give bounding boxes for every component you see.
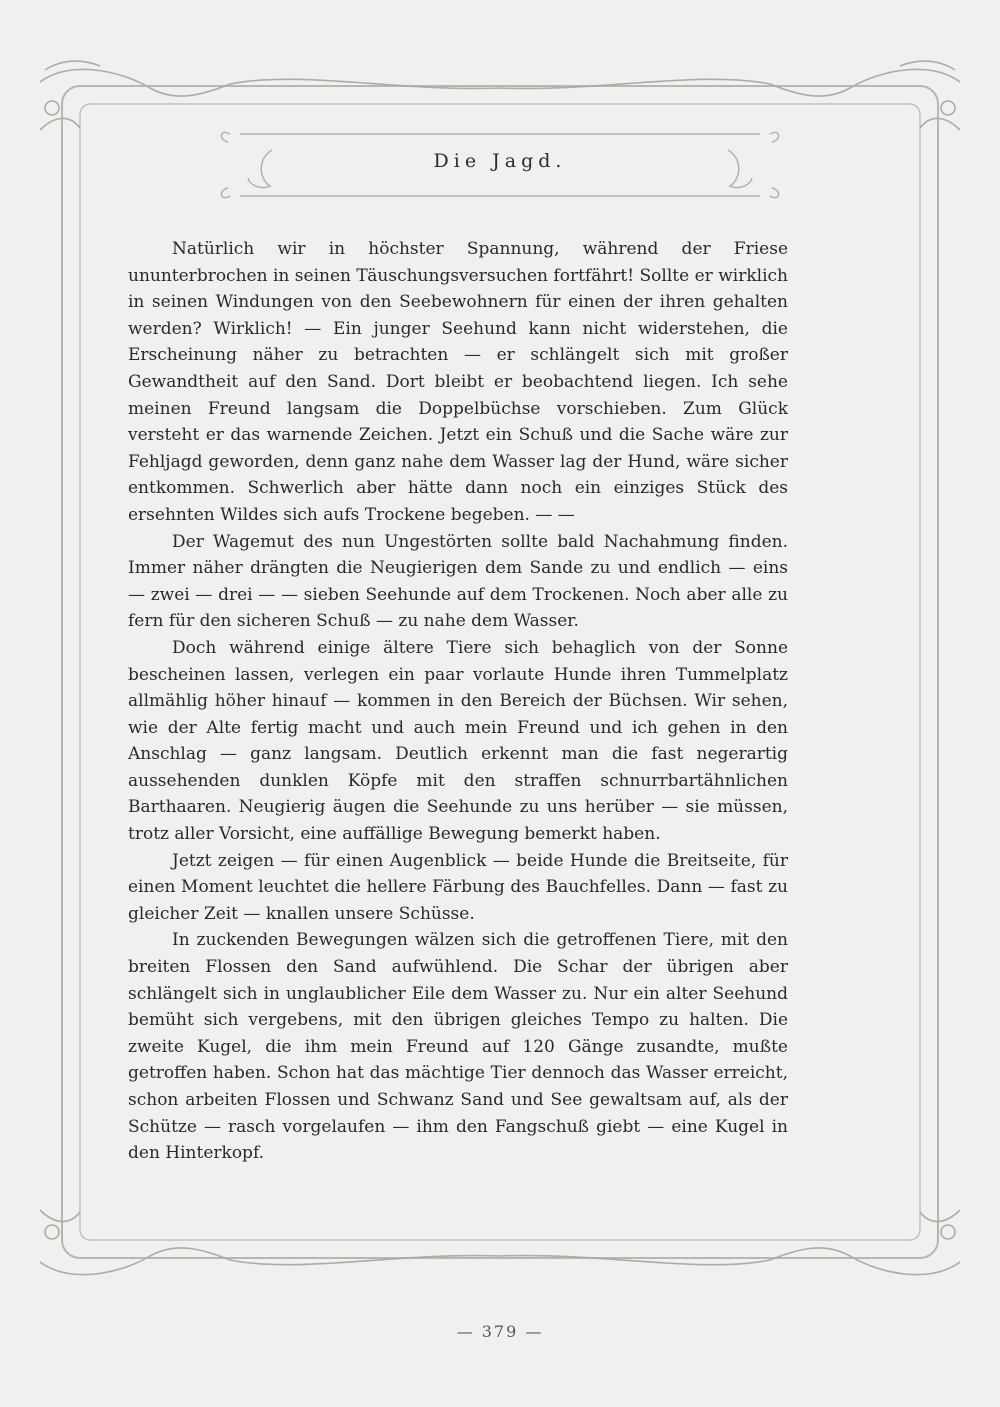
paragraph: Natürlich wir in höchster Spannung, während der Friese ununterbrochen in seinen Täuschungsversuchen fortfährt! Sollte er wirklich in seinen Windungen von den Seebewohnern für einen der ihren gehalten werden? Wirklich! — Ein junger Seehund kann nicht widerstehen, die Erscheinung näher zu betrachten — er schlängelt sich mit großer Gewandtheit auf den Sand. Dort bleibt er beobachtend liegen. Ich sehe meinen Freund langsam die Doppelbüchse vorschieben. Zum Glück versteht er das warnende Zeichen. Jetzt ein Schuß und die Sache wäre zur Fehljagd geworden, denn ganz nahe dem Wasser lag der Hund, wäre sicher entkommen. Schwerlich aber hätte dann noch ein einziges Stück des ersehnten Wildes sich aufs Trockene begeben. — — (128, 239, 788, 525)
body-text (128, 236, 788, 1167)
paragraph: Jetzt zeigen — für einen Augenblick — beide Hunde die Breitseite, für einen Moment leuchtet die hellere Färbung des Bauchfelles. Dann — fast zu gleicher Zeit — knallen unsere Schüsse. (128, 850, 788, 924)
bottom-ornament (40, 1210, 960, 1275)
paragraph: Doch während einige ältere Tiere sich behaglich von der Sonne bescheinen lassen, verlegen ein paar vorlaute Hunde ihren Tummelplatz allmählig höher hinauf — kommen in den Bereich der Büchsen. Wir sehen, wie der Alte fertig macht und auch mein Freund und ich gehen in den Anschlag — ganz langsam. Deutlich erkennt man die fast negerartig aussehenden dunklen Köpfe mit den straffen schnurrbartähnlichen Barthaaren. Neugierig äugen die Seehunde zu uns herüber — sie müssen, trotz aller Vorsicht, eine auffällige Bewegung bemerkt haben. (128, 637, 788, 845)
page-number: — 379 — (456, 1322, 544, 1341)
paragraph: Der Wagemut des nun Ungestörten sollte bald Nachahmung finden. Immer näher drängten die Neugierigen dem Sande zu und endlich — eins — zwei — drei — — sieben Seehunde auf dem Trockenen. Noch aber alle zu fern für den sicheren Schuß — zu nahe dem Wasser. (128, 531, 788, 632)
chapter-heading: Die Jagd. (433, 150, 567, 172)
top-ornament (40, 61, 960, 130)
paragraph: In zuckenden Bewegungen wälzen sich die getroffenen Tiere, mit den breiten Flossen den Sand aufwühlend. Die Schar der übrigen aber schlängelt sich in unglaublicher Eile dem Wasser zu. Nur ein alter Seehund bemüht sich vergebens, mit den übrigen gleiches Tempo zu halten. Die zweite Kugel, die ihm mein Freund auf 120 Gänge zusandte, mußte getroffen haben. Schon hat das mächtige Tier dennoch das Wasser erreicht, schon arbeiten Flossen und Schwanz Sand und See gewaltsam auf, als der Schütze — rasch vorgelaufen — ihm den Fangschuß giebt — eine Kugel in den Hinterkopf. (128, 930, 788, 1164)
